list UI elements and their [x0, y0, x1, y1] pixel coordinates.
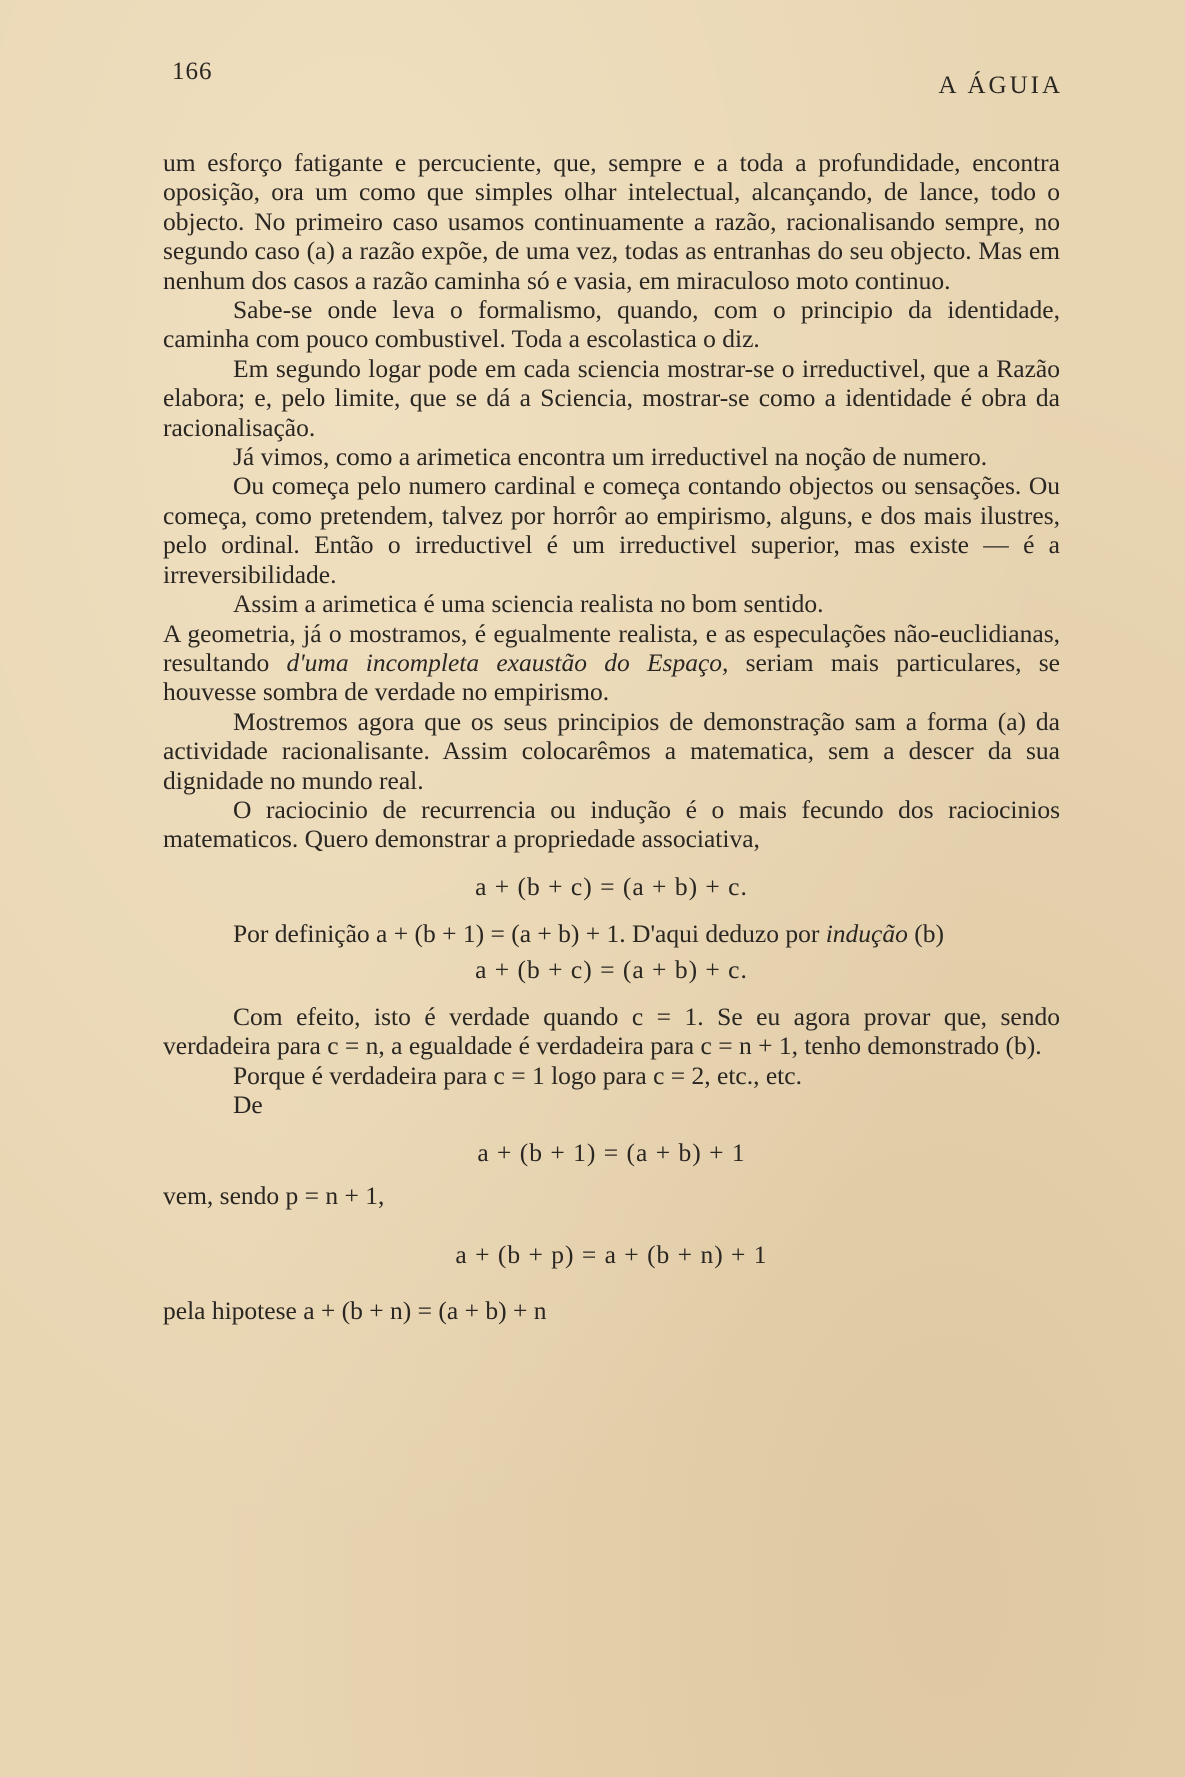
geometry-text-after: seriam mais particulares, se houvesse sombra de verdade no empirismo.	[163, 647, 1060, 707]
paragraph-hipotese: pela hipotese a + (b + n) = (a + b) + n	[163, 1295, 547, 1325]
paragraph-7: Mostremos agora que os seus principios de demonstração sam a forma (a) da actividade racionalisante. Assim colocarêmos a matematica, sem a descer da sua dignidade no mundo real.	[163, 706, 1060, 795]
paragraph-4: Já vimos, como a arimetica encontra um irreductivel na noção de numero.	[233, 442, 988, 472]
formula-associative: a + (b + c) = (a + b) + c.	[475, 871, 748, 901]
running-title: A ÁGUIA	[938, 72, 1063, 99]
paragraph-5: Ou começa pelo numero cardinal e começa contando objectos ou sensações. Ou começa, como pretendem, talvez por horrôr ao empirismo, alguns, e dos mais ilustres, pelo ordinal. Então o irreductivel é um irreductivel superior, mas existe — é a irreversibilidade.	[163, 471, 1060, 589]
paragraph-3: Em segundo logar pode em cada sciencia mostrar-se o irreductivel, que a Razão elabora; e, pelo limite, que se dá a Sciencia, mostrar-se como a identidade é obra da racionalisação.	[163, 353, 1060, 442]
body-text	[163, 148, 1060, 1325]
formula-induction: a + (b + c) = (a + b) + c.	[475, 954, 748, 984]
paragraph-2: Sabe-se onde leva o formalismo, quando, com o principio da identidade, caminha com pouco combustivel. Toda a escolastica o diz.	[163, 295, 1060, 354]
definition-text-after: (b)	[907, 919, 944, 949]
paragraph-8: O raciocinio de recurrencia ou indução é o mais fecundo dos raciocinios matematicos. Quero demonstrar a propriedade associativa,	[163, 794, 1060, 854]
formula-step: a + (b + p) = a + (b + n) + 1	[455, 1240, 768, 1270]
paragraph-vem: vem, sendo p = n + 1,	[163, 1181, 385, 1210]
paragraph-10: Porque é verdadeira para c = 1 logo para c = 2, etc., etc.	[233, 1060, 802, 1090]
geometry-text-italic: d'uma incompleta exaustão do Espaço,	[286, 647, 729, 677]
paragraph-9: Com efeito, isto é verdade quando c = 1. Se eu agora provar que, sendo verdadeira para c = n, a egualdade é verdadeira para c = n + 1, tenho demonstrado (b).	[163, 1001, 1060, 1061]
paragraph-definition	[163, 919, 1060, 948]
paragraph-6: Assim a arimetica é uma sciencia realista no bom sentido.	[233, 589, 824, 619]
definition-text-italic: indução	[825, 919, 908, 949]
formula-base: a + (b + 1) = (a + b) + 1	[477, 1137, 746, 1167]
page-header	[172, 58, 1063, 98]
paragraph-1: um esforço fatigante e percuciente, que, sempre e a toda a profundidade, encontra oposição, ora um como que simples olhar intelectual, alcançando, de lance, todo o objecto. No primeiro caso usamos continuamente a razão, racionalisando sempre, no segundo caso (a) a razão expõe, de uma vez, todas as entranhas do seu objecto. Mas em nenhum dos casos a razão caminha só e vasia, em miraculoso moto continuo.	[163, 148, 1060, 295]
definition-text-before: Por definição a + (b + 1) = (a + b) + 1. D'aqui deduzo por	[233, 919, 826, 949]
page-number: 166	[172, 58, 213, 85]
geometry-text-before: A geometria, já o mostramos, é egualmente realista, e as especulações não-euclidianas, resultando	[163, 618, 1060, 677]
paragraph-geometry	[163, 619, 1060, 707]
paragraph-de: De	[233, 1090, 263, 1120]
